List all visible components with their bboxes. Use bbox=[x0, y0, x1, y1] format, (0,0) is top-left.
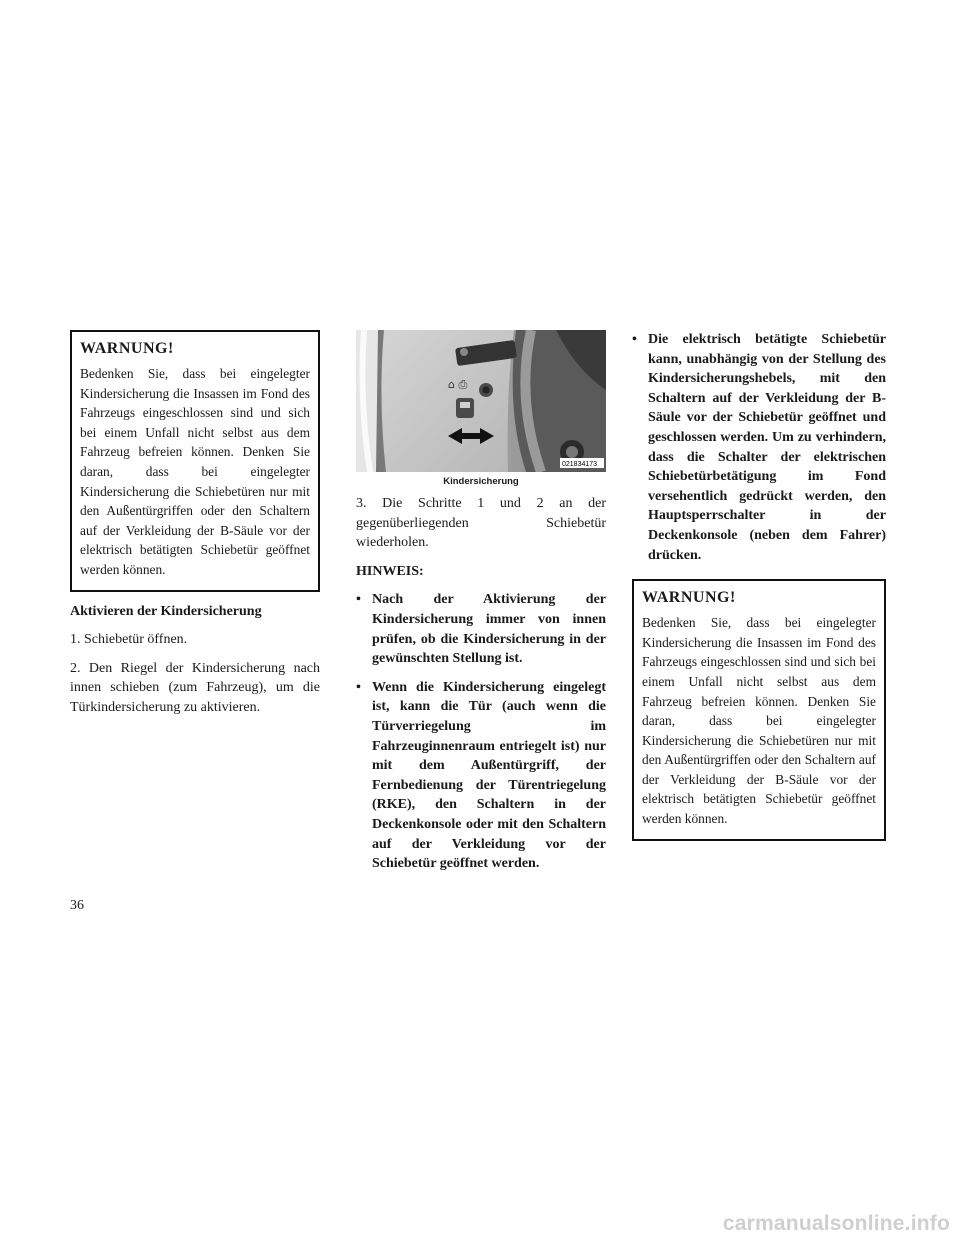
left-column bbox=[70, 330, 320, 718]
section-heading: Aktivieren der Kindersicherung bbox=[70, 603, 262, 619]
svg-text:⌂ ⎙: ⌂ ⎙ bbox=[448, 378, 468, 391]
step-2: 2. Den Riegel der Kindersicherung nach innen schieben (zum Fahrzeug), um die Türkindersicherung zu aktivieren. bbox=[70, 660, 320, 715]
child-lock-photo bbox=[356, 330, 606, 472]
warning-box-left bbox=[70, 330, 320, 592]
note-text: Nach der Aktivierung der Kindersicherung immer von innen prüfen, ob die Kindersicherung in der gewünschten Stellung ist. bbox=[372, 592, 606, 667]
watermark: carmanualsonline.info bbox=[722, 1212, 950, 1235]
bullet-icon: • bbox=[356, 592, 361, 608]
list-item bbox=[356, 678, 606, 874]
warning-text: Bedenken Sie, dass bei eingelegter Kindersicherung die Insassen im Fond des Fahrzeugs eingeschlossen sind und sich bei einem Unfall nicht selbst aus dem Fahrzeug befreien können. Denken Sie daran, dass bei eingelegter Kindersicherung die Schiebetüren nur mit den Außentürgriffen oder den Schaltern auf der Verkleidung der B-Säule vor der elektrisch betätigten Schiebetür geöffnet werden können. bbox=[80, 366, 310, 577]
bullet-icon: • bbox=[632, 332, 637, 347]
list-item bbox=[356, 590, 606, 668]
note-text: Die elektrisch betätigte Schiebetür kann, unabhängig von der Stellung des Kindersicherungshebels, mit den Schaltern auf der Verkleidung der B-Säule vor der Schiebetür geöffnet und geschlossen werden. Um zu verhindern, dass die Schalter der elektrischen Schiebetürbetätigung im Fond versehentlich gedrückt werden, den Hauptsperrschalter in der Deckenkonsole (neben dem Fahrer) drücken. bbox=[648, 332, 886, 563]
step-1: 1. Schiebetür öffnen. bbox=[70, 632, 188, 648]
step-3: 3. Die Schritte 1 und 2 an der gegenüberliegenden Schiebetür wiederholen. bbox=[356, 496, 606, 551]
figure-caption: Kindersicherung bbox=[443, 476, 519, 487]
warning-text: Bedenken Sie, dass bei eingelegter Kindersicherung die Insassen im Fond des Fahrzeugs eingeschlossen sind und sich bei einem Unfall nicht selbst aus dem Fahrzeug befreien können. Denken Sie daran, dass bei eingelegter Kindersicherung die Schiebetüren nur mit den Außentürgriffen oder den Schaltern auf der Verkleidung der B-Säule vor der elektrisch betätigten Schiebetür geöffnet werden können. bbox=[642, 615, 876, 827]
warning-title: WARNUNG! bbox=[80, 340, 174, 357]
figure-code: 021834173 bbox=[562, 461, 598, 468]
note-heading: HINWEIS: bbox=[356, 563, 424, 579]
note-list bbox=[356, 590, 606, 873]
warning-title: WARNUNG! bbox=[642, 589, 736, 607]
warning-box-right bbox=[632, 579, 886, 841]
list-item bbox=[632, 330, 886, 565]
note-text: Wenn die Kindersicherung eingelegt ist, kann die Tür (auch wenn die Türverriegelung im Fahrzeuginnenraum entriegelt ist) nur mit dem Außentürgriff, der Fernbedienung der Türentriegelung (RKE), den Schaltern in der Deckenkonsole oder mit den Schaltern auf der Verkleidung vor der Schiebetür geöffnet werden. bbox=[372, 679, 606, 872]
note-list-right bbox=[632, 330, 886, 565]
page-number: 36 bbox=[70, 898, 84, 913]
right-column bbox=[632, 330, 886, 841]
middle-column bbox=[356, 330, 606, 874]
bullet-icon: • bbox=[356, 679, 361, 695]
child-lock-figure bbox=[356, 330, 606, 472]
